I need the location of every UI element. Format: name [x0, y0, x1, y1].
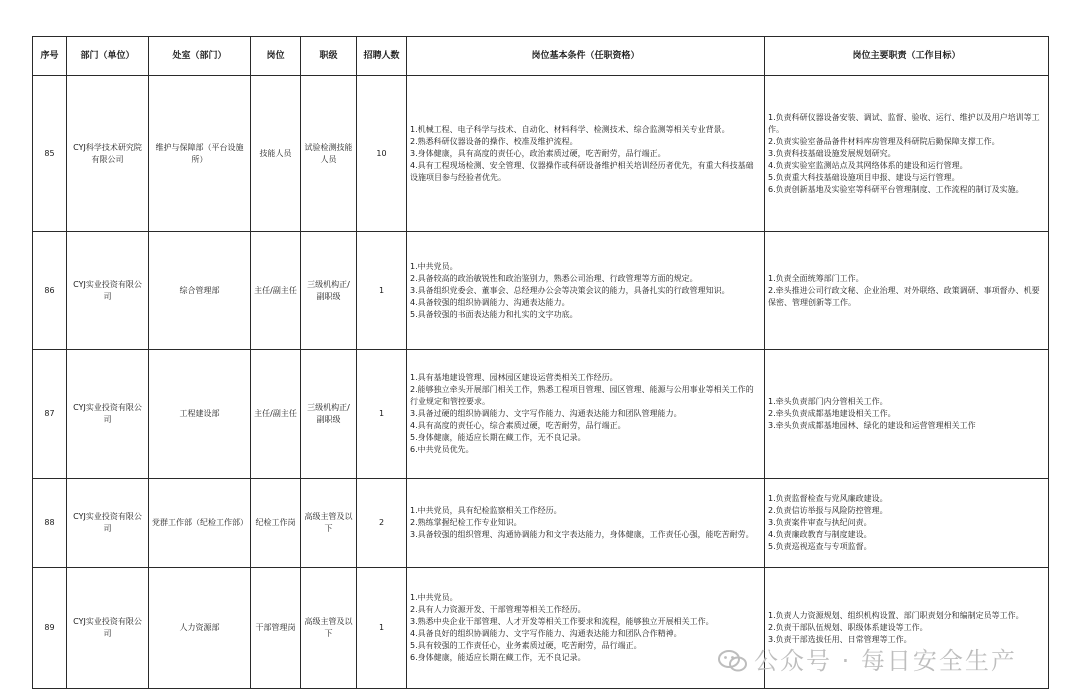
duty-line: 5.负责巡视巡查与专项监督。 [768, 542, 872, 551]
duties-cell [765, 76, 1049, 232]
watermark-text: 公众号 · 每日安全生产 [754, 647, 1017, 675]
rank-cell: 高级主管及以下 [301, 568, 357, 689]
duty-line: 2.牵头负责成都基地建设相关工作。 [768, 409, 896, 418]
row-number: 86 [33, 232, 67, 350]
department-cell: CYJ科学技术研究院有限公司 [67, 76, 149, 232]
requirements-cell [407, 479, 765, 568]
office-cell: 工程建设部 [149, 350, 251, 479]
headcount-cell: 1 [357, 232, 407, 350]
row-number: 85 [33, 76, 67, 232]
requirement-line: 5.身体健康，能适应长期在藏工作，无不良记录。 [410, 433, 586, 442]
headcount-cell: 10 [357, 76, 407, 232]
requirement-line: 3.具备组织党委会、董事会、总经理办公会等决策会议的能力，具备扎实的行政管理知识。 [410, 285, 730, 295]
duties-cell [765, 350, 1049, 479]
requirement-line: 1.具有基地建设管理、园林园区建设运营类相关工作经历。 [410, 373, 618, 382]
requirement-line: 4.具备较强的组织协调能力、沟通表达能力。 [410, 297, 570, 307]
requirement-line: 4.具备良好的组织协调能力、文字写作能力、沟通表达能力和团队合作精神。 [410, 629, 682, 638]
header-row [33, 37, 1049, 76]
headcount-cell: 1 [357, 350, 407, 479]
requirement-line: 2.熟练掌握纪检工作专业知识。 [410, 518, 522, 527]
duty-line: 5.负责重大科技基础设施项目申报、建设与运行管理。 [768, 172, 960, 182]
requirement-line: 3.熟悉中央企业干部管理、人才开发等相关工作要求和流程，能够独立开展相关工作。 [410, 617, 714, 626]
department-cell: CYJ实业投资有限公司 [67, 350, 149, 479]
requirement-line: 2.能够独立牵头开展部门相关工作，熟悉工程项目管理、园区管理、能源与公用事业等相关工作的行业规定和管控要求。 [410, 385, 754, 406]
department-cell: CYJ实业投资有限公司 [67, 232, 149, 350]
requirement-line: 1.机械工程、电子科学与技术、自动化、材料科学、检测技术、综合监测等相关专业背景。 [410, 124, 730, 134]
header-dept: 部门（单位） [67, 37, 149, 76]
duty-line: 4.负责实验室监测站点及其网络体系的建设和运行管理。 [768, 160, 968, 170]
header-rank: 职级 [301, 37, 357, 76]
header-post: 岗位 [251, 37, 301, 76]
headcount-cell: 2 [357, 479, 407, 568]
duty-line: 3.负责科技基础设施发展规划研究。 [768, 148, 896, 158]
row-number: 88 [33, 479, 67, 568]
table-row [33, 232, 1049, 350]
office-cell: 党群工作部（纪检工作部） [149, 479, 251, 568]
rank-cell: 试验检测技能人员 [301, 76, 357, 232]
requirement-line: 4.具有工程现场检测、安全管理、仪器操作或科研设备维护相关培训经历者优先，有重大科技基础设施项目参与经验者优先。 [410, 160, 754, 182]
duty-line: 1.负责人力资源规划、组织机构设置、部门职责划分和编制定员等工作。 [768, 611, 1024, 620]
duty-line: 1.负责监督检查与党风廉政建设。 [768, 494, 888, 503]
duty-line: 1.负责科研仪器设备安装、调试、监督、验收、运行、维护以及用户培训等工作。 [768, 112, 1040, 134]
header-office: 处室（部门） [149, 37, 251, 76]
requirement-line: 5.具备较强的书面表达能力和扎实的文字功底。 [410, 309, 578, 319]
office-cell: 综合管理部 [149, 232, 251, 350]
requirement-line: 3.具备过硬的组织协调能力、文字写作能力、沟通表达能力和团队管理能力。 [410, 409, 682, 418]
requirement-line: 1.中共党员。 [410, 261, 458, 271]
duty-line: 6.负责创新基地及实验室等科研平台管理制度、工作流程的制订及实施。 [768, 184, 1024, 194]
rank-cell: 三级机构正/副职级 [301, 232, 357, 350]
office-cell: 人力资源部 [149, 568, 251, 689]
header-requirements: 岗位基本条件（任职资格） [407, 37, 765, 76]
post-cell: 技能人员 [251, 76, 301, 232]
requirement-line: 1.中共党员。 [410, 593, 458, 602]
rank-cell: 高级主管及以下 [301, 479, 357, 568]
post-cell: 纪检工作岗 [251, 479, 301, 568]
requirements-cell [407, 350, 765, 479]
headcount-cell: 1 [357, 568, 407, 689]
post-cell: 主任/副主任 [251, 232, 301, 350]
requirements-cell [407, 568, 765, 689]
wechat-icon [718, 649, 748, 673]
table-row [33, 350, 1049, 479]
duty-line: 1.负责全面统筹部门工作。 [768, 273, 864, 283]
requirements-cell [407, 76, 765, 232]
duties-cell [765, 479, 1049, 568]
requirement-line: 2.具备较高的政治敏锐性和政治鉴别力，熟悉公司治理、行政管理等方面的规定。 [410, 273, 698, 283]
requirement-line: 1.中共党员，具有纪检监察相关工作经历。 [410, 506, 562, 515]
requirement-line: 4.具有高度的责任心，综合素质过硬，吃苦耐劳，品行端正。 [410, 421, 626, 430]
post-cell: 干部管理岗 [251, 568, 301, 689]
row-number: 87 [33, 350, 67, 479]
requirement-line: 6.中共党员优先。 [410, 445, 474, 454]
requirement-line: 2.熟悉科研仪器设备的操作、校准及维护流程。 [410, 136, 578, 146]
duty-line: 2.负责干部队伍规划、职级体系建设等工作。 [768, 623, 928, 632]
rank-cell: 三级机构正/副职级 [301, 350, 357, 479]
post-cell: 主任/副主任 [251, 350, 301, 479]
duty-line: 2.负责实验室备品备件材料库房管理及科研院后勤保障支撑工作。 [768, 136, 1000, 146]
table-body [33, 76, 1049, 689]
duty-line: 4.负责廉政教育与制度建设。 [768, 530, 872, 539]
table-row [33, 76, 1049, 232]
duty-line: 1.牵头负责部门内分管相关工作。 [768, 397, 888, 406]
duty-line: 3.负责干部选拔任用、日常管理等工作。 [768, 635, 912, 644]
duty-line: 2.牵头推进公司行政文秘、企业治理、对外联络、政策调研、事项督办、机要保密、管理创新等工作。 [768, 285, 1040, 307]
requirement-line: 3.具备较强的组织管理、沟通协调能力和文字表达能力，身体健康，工作责任心强，能吃苦耐劳。 [410, 530, 754, 539]
row-number: 89 [33, 568, 67, 689]
requirement-line: 2.具有人力资源开发、干部管理等相关工作经历。 [410, 605, 586, 614]
duties-cell [765, 232, 1049, 350]
duty-line: 2.负责信访举报与风险防控管理。 [768, 506, 888, 515]
office-cell: 维护与保障部（平台设施所） [149, 76, 251, 232]
requirements-cell [407, 232, 765, 350]
duty-line: 3.负责案件审查与执纪问责。 [768, 518, 872, 527]
requirement-line: 3.身体健康，具有高度的责任心，政治素质过硬，吃苦耐劳，品行端正。 [410, 148, 666, 158]
requirement-line: 6.身体健康，能适应长期在藏工作，无不良记录。 [410, 653, 586, 662]
requirement-line: 5.具有较强的工作责任心，业务素质过硬，吃苦耐劳，品行端正。 [410, 641, 642, 650]
table-row [33, 479, 1049, 568]
duty-line: 3.牵头负责成都基地园林、绿化的建设和运营管理相关工作 [768, 421, 976, 430]
header-no: 序号 [33, 37, 67, 76]
recruitment-table [32, 36, 1049, 689]
header-duties: 岗位主要职责（工作目标） [765, 37, 1049, 76]
department-cell: CYJ实业投资有限公司 [67, 479, 149, 568]
header-count: 招聘人数 [357, 37, 407, 76]
department-cell: CYJ实业投资有限公司 [67, 568, 149, 689]
watermark [718, 641, 1017, 676]
